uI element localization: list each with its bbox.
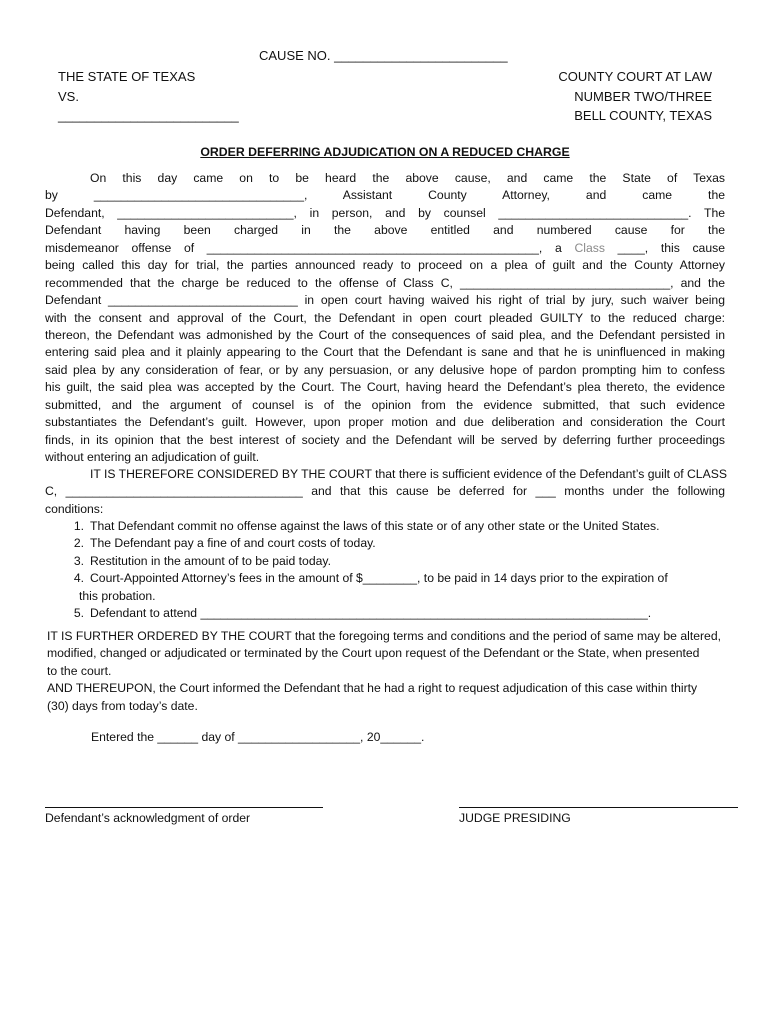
body-line: substantiates the Defendant’s guilt. However, upon proper motion and due deliberation and consideration the Court <box>45 415 725 430</box>
body-line: C, ___________________________________ and that this cause be deferred for ___ months under the following <box>45 484 725 499</box>
condition-item: 5. Defendant to attend __________________________________________________________________. <box>73 606 652 621</box>
judge-signature-label: JUDGE PRESIDING <box>459 811 571 825</box>
defendant-signature-label: Defendant’s acknowledgment of order <box>45 811 251 825</box>
caption-left-state: THE STATE OF TEXAS <box>58 69 196 84</box>
body-line: by _______________________________, Assistant County Attorney, and came the <box>45 188 725 203</box>
body-line: thereon, the Defendant was admonished by the Court of the consequences of said plea, and the Defendant persisted in <box>45 327 725 342</box>
condition-item: 1. That Defendant commit no offense against the laws of this state or of any other state or the United States. <box>73 519 660 533</box>
body-line: being called this day for trial, the parties announced ready to proceed on a plea of guilt and the County Attorney <box>45 258 725 273</box>
caption-right-court: COUNTY COURT AT LAW <box>558 69 712 84</box>
body-line: said plea by any consideration of fear, or by any persuasion, or any delusive hope of pardon prompting him to confess <box>45 362 725 377</box>
class-field-hint: Class <box>574 240 605 255</box>
body-line: with the consent and approval of the Court, the Defendant in open court pleaded GUILTY to the reduced charge: <box>45 310 725 325</box>
caption-right-county: BELL COUNTY, TEXAS <box>574 108 712 123</box>
body-line: Defendant ____________________________ in open court having waived his right of trial by jury, such waiver being <box>45 293 725 308</box>
condition-item: 3. Restitution in the amount of to be paid today. <box>73 553 331 568</box>
judge-signature-line <box>459 807 738 808</box>
order-body-paragraph <box>45 170 725 466</box>
caption-left-vs: VS. <box>58 89 79 104</box>
body-line: conditions: <box>45 501 104 516</box>
body-line: to the court. <box>47 663 112 678</box>
body-line-class: misdemeanor offense of _________________________________________________, a Class ____, this cause <box>45 240 725 255</box>
order-title: ORDER DEFERRING ADJUDICATION ON A REDUCED CHARGE <box>200 145 570 159</box>
body-line: submitted, and the argument of counsel is of the opinion from the evidence submitted, that such evidence <box>45 397 725 412</box>
body-line: Defendant having been charged in the above entitled and numbered cause for the <box>45 223 725 238</box>
body-line: Defendant, __________________________, in person, and by counsel ____________________________. The <box>45 205 725 220</box>
body-line: IT IS THEREFORE CONSIDERED BY THE COURT that there is sufficient evidence of the Defendant’s guilt of CLASS <box>90 467 727 481</box>
body-line: entering said plea and it plainly appearing to the Court that the Defendant is sane and that he is uninfluenced in making <box>45 345 725 360</box>
caption-left-defendant-blank: _________________________ <box>58 108 239 123</box>
caption-right-number: NUMBER TWO/THREE <box>574 89 712 104</box>
body-line: On this day came on to be heard the above cause, and came the State of Texas <box>90 171 725 185</box>
defendant-signature-line <box>45 807 323 808</box>
body-line: IT IS FURTHER ORDERED BY THE COURT that the foregoing terms and conditions and the period of same may be altered, <box>47 629 722 643</box>
body-line: without entering an adjudication of guilt. <box>45 450 260 464</box>
considered-paragraph <box>45 466 725 518</box>
body-line: (30) days from today’s date. <box>47 698 198 713</box>
body-line: recommended that the charge be reduced to the offense of Class C, _______________________________, and the <box>45 275 725 290</box>
body-line: his guilt, the said plea was accepted by the Court. The Court, having heard the Defendant’s plea thereto, the evidence <box>45 380 725 395</box>
condition-item: 4. Court-Appointed Attorney’s fees in the amount of $________, to be paid in 14 days prior to the expiration of <box>73 571 668 586</box>
body-line: AND THEREUPON, the Court informed the Defendant that he had a right to request adjudication of this case within thirty <box>47 681 698 696</box>
condition-item-continuation: this probation. <box>79 588 156 603</box>
conditions-list <box>45 518 725 623</box>
further-ordered-paragraph <box>47 628 727 715</box>
body-line: modified, changed or adjudicated or terminated by the Court upon request of the Defendant or the State, when presented <box>47 646 700 661</box>
condition-item: 2. The Defendant pay a fine of and court costs of today. <box>73 536 376 551</box>
cause-number: CAUSE NO. ________________________ <box>259 48 508 63</box>
entered-date-line: Entered the ______ day of __________________, 20______. <box>91 730 425 744</box>
body-line: finds, in its opinion that the best interest of society and the Defendant will be served by deferring further proceedings <box>45 432 725 447</box>
